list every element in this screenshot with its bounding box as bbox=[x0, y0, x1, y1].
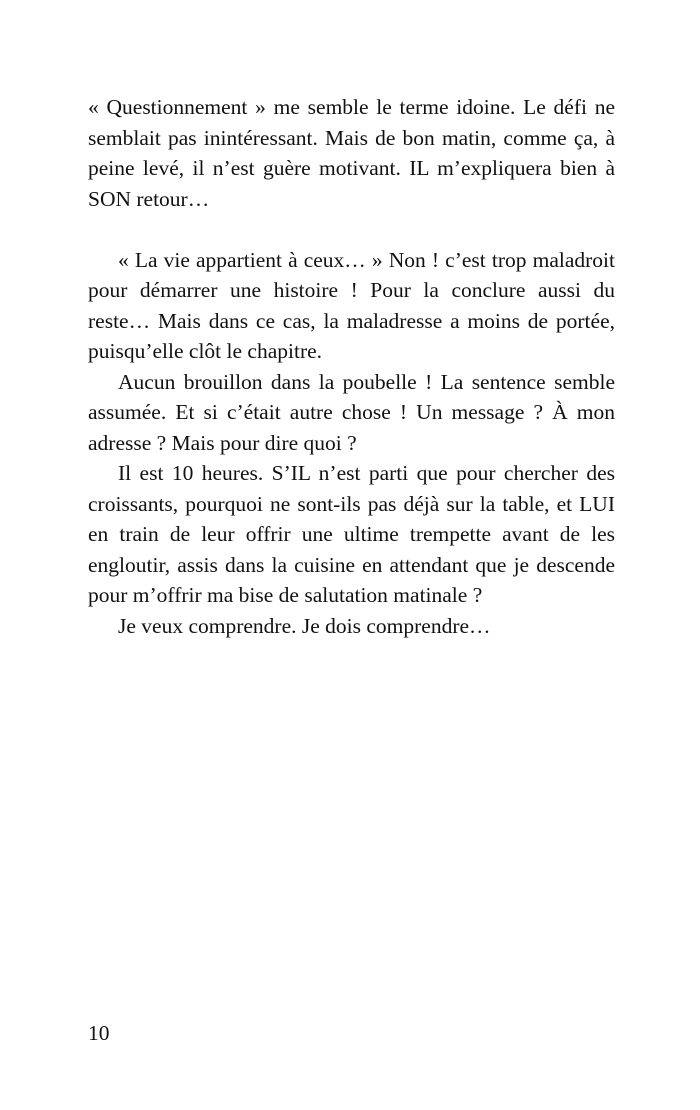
paragraph-5: Je veux comprendre. Je dois comprendre… bbox=[118, 613, 491, 638]
paragraph-gap bbox=[88, 214, 615, 245]
paragraph-2: « La vie appartient à ceux… » Non ! c’est trop maladroit pour démarrer une histoire ! Pour la conclure aussi du reste… Mais dans ce cas, la maladresse a moins de portée, puisqu’elle clôt le chapitre. bbox=[88, 247, 615, 363]
paragraph-1: « Questionnement » me semble le terme idoine. Le défi ne semblait pas inintéressant. Mais de bon matin, comme ça, à peine levé, il n’est guère motivant. IL m’expliquera bien à SON retour… bbox=[88, 95, 615, 211]
body-text bbox=[88, 92, 615, 641]
paragraph-3: Aucun brouillon dans la poubelle ! La sentence semble assumée. Et si c’était autre chose ! Un message ? À mon adresse ? Mais pour dire quoi ? bbox=[88, 369, 615, 455]
paragraph-4: Il est 10 heures. S’IL n’est parti que pour chercher des croissants, pourquoi ne sont-ils pas déjà sur la table, et LUI en train de leur offrir une ultime trempette avant de les engloutir, assis dans la cuisine en attendant que je descende pour m’offrir ma bise de salutation matinale ? bbox=[88, 461, 615, 607]
page-number: 10 bbox=[88, 1021, 110, 1045]
